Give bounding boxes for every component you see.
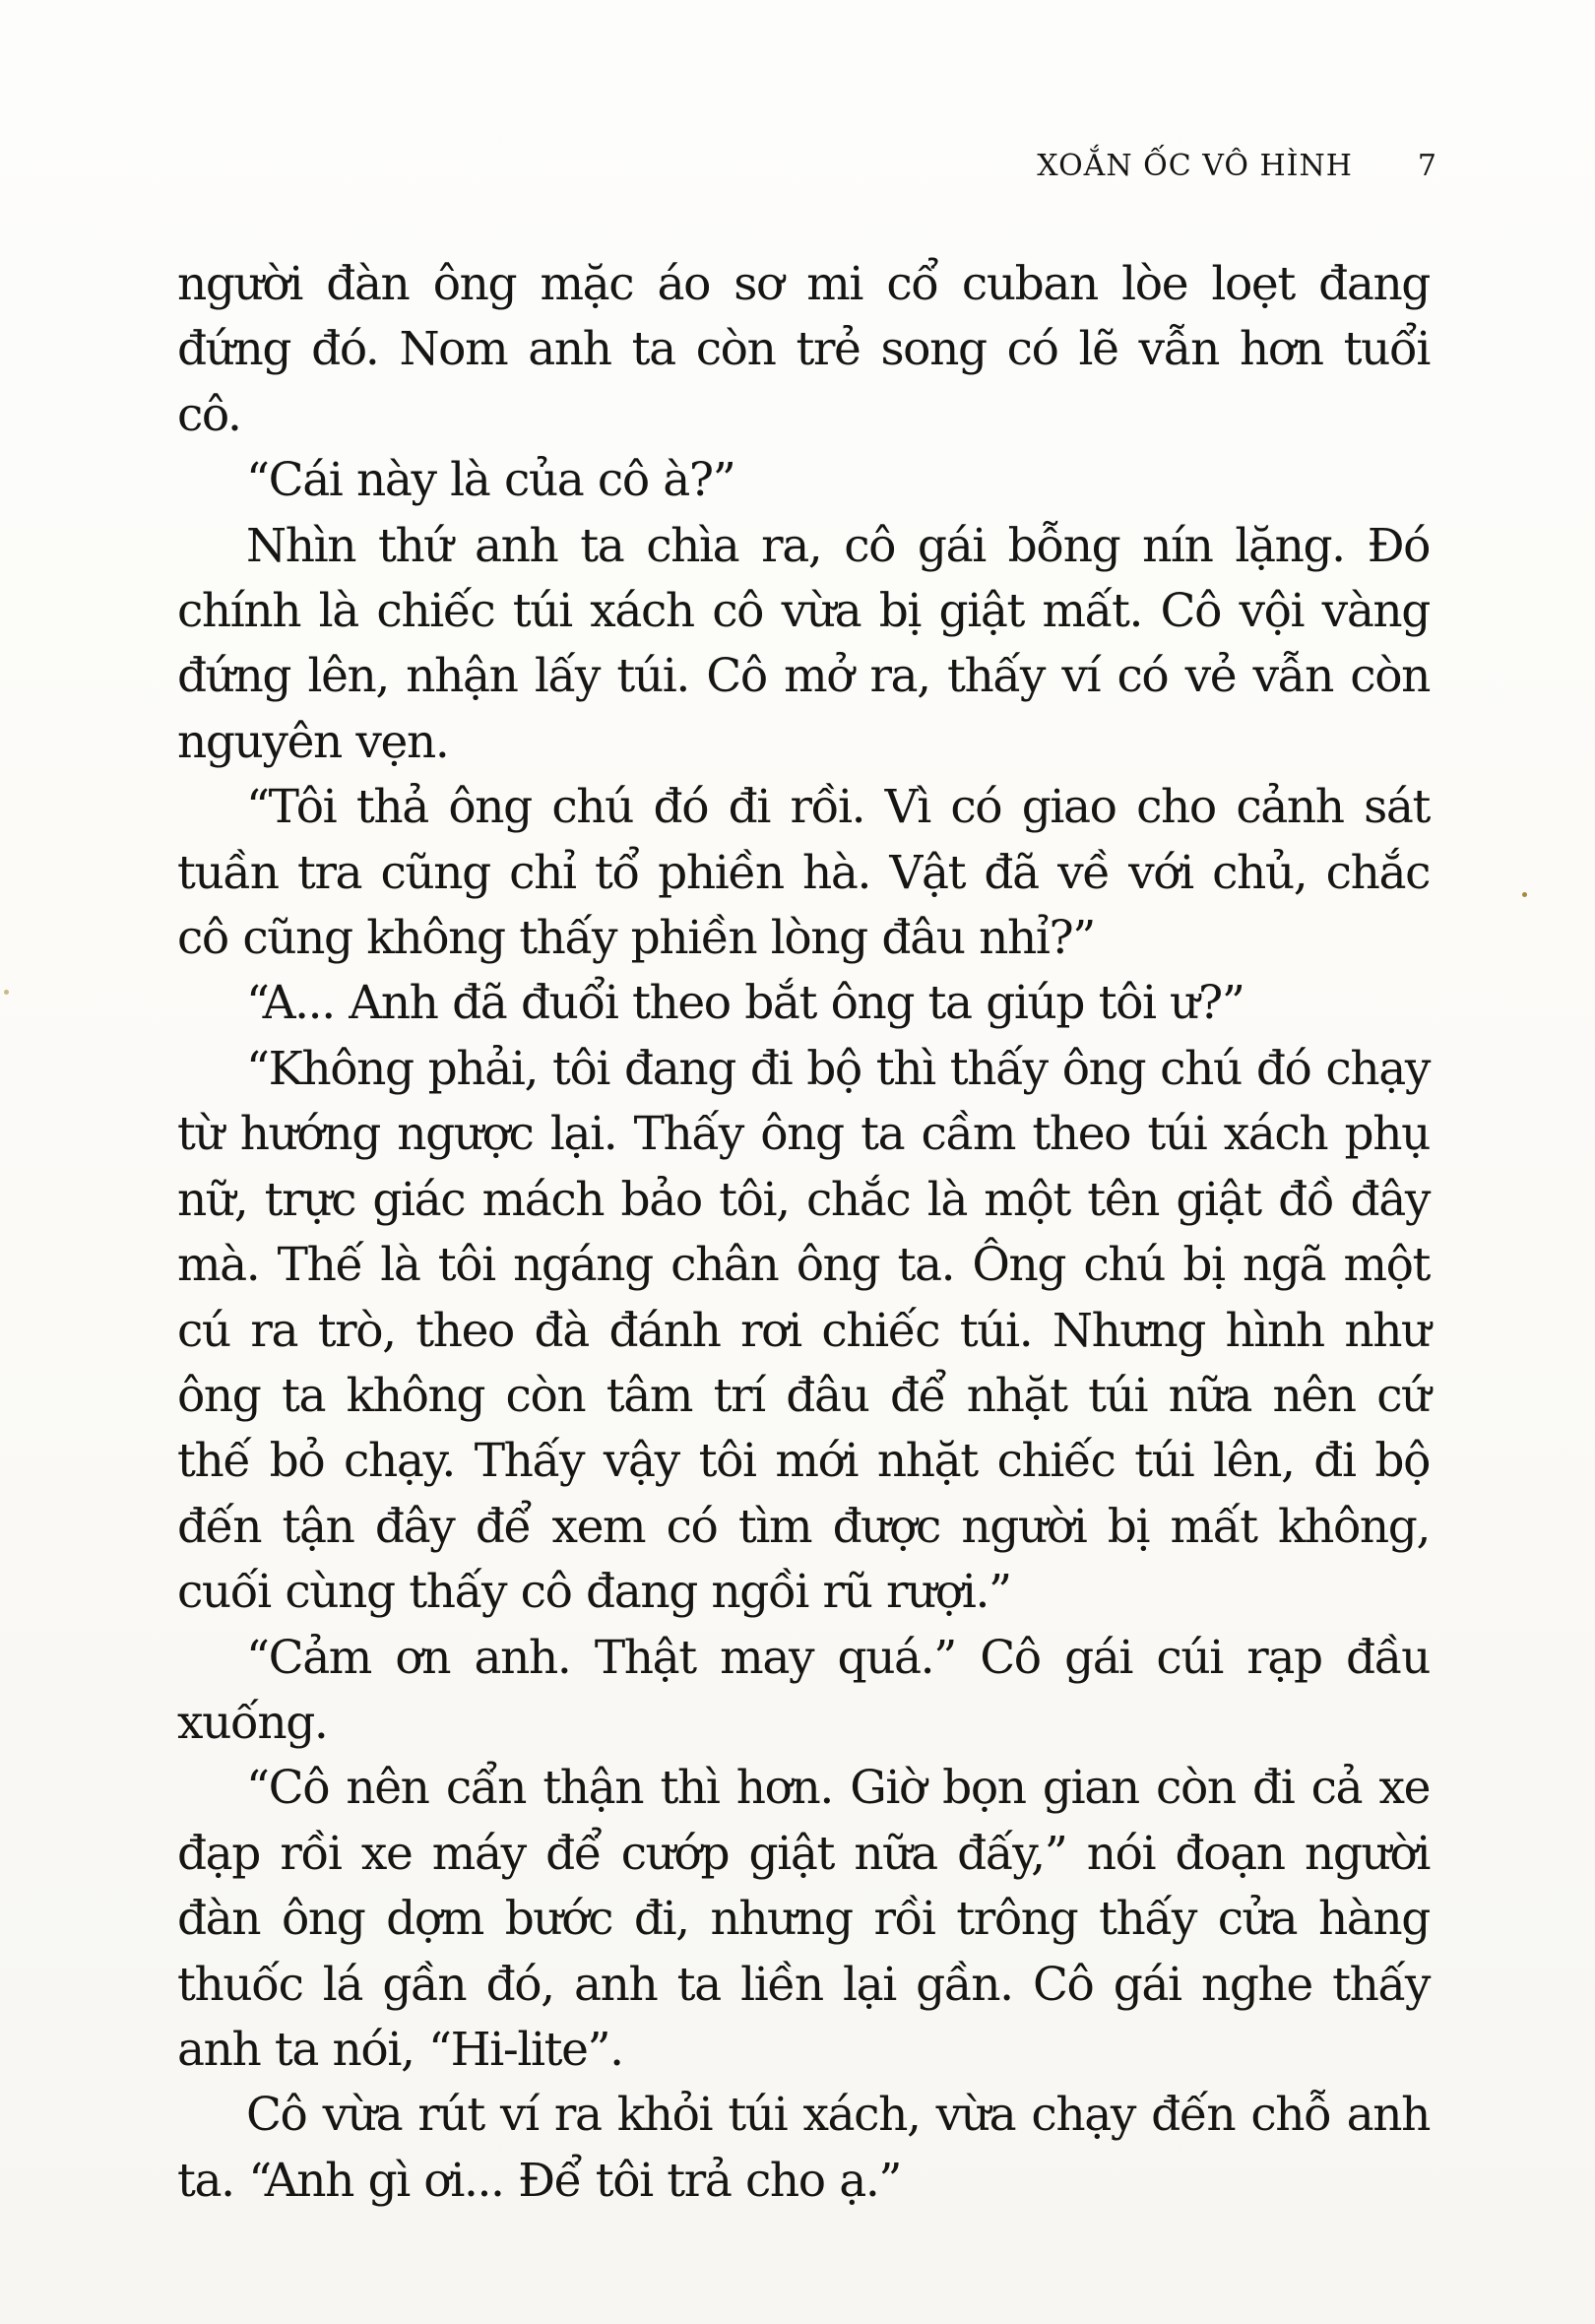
paper-speck <box>4 990 9 995</box>
paragraph: “Cảm ơn anh. Thật may quá.” Cô gái cúi rạp đầu xuống. <box>177 1630 1430 1750</box>
paper-speck <box>1522 892 1527 897</box>
book-title: XOẮN ỐC VÔ HÌNH <box>1037 148 1353 183</box>
paragraph: “Không phải, tôi đang đi bộ thì thấy ông chú đó chạy từ hướng ngược lại. Thấy ông ta cầm theo túi xách phụ nữ, trực giác mách bảo tôi, chắc là một tên giật đồ đây mà. Thế là tôi ngáng chân ông ta. Ông chú bị ngã một cú ra trò, theo đà đánh rơi chiếc túi. Nhưng hình như ông ta không còn tâm trí đâu để nhặt túi nữa nên cứ thế bỏ chạy. Thấy vậy tôi mới nhặt chiếc túi lên, đi bộ đến tận đây để xem có tìm được người bị mất không, cuối cùng thấy cô đang ngồi rũ rượi.” <box>177 1041 1430 1620</box>
body-text <box>177 252 1430 2214</box>
running-header <box>985 146 1437 185</box>
paragraph: Nhìn thứ anh ta chìa ra, cô gái bỗng nín lặng. Đó chính là chiếc túi xách cô vừa bị giật mất. Cô vội vàng đứng lên, nhận lấy túi. Cô mở ra, thấy ví có vẻ vẫn còn nguyên vẹn. <box>177 518 1430 769</box>
page-number: 7 <box>1417 148 1437 183</box>
paragraph: “Cái này là của cô à?” <box>246 453 735 508</box>
paragraph: “Tôi thả ông chú đó đi rồi. Vì có giao cho cảnh sát tuần tra cũng chỉ tổ phiền hà. Vật đã về với chủ, chắc cô cũng không thấy phiền lòng đâu nhỉ?” <box>177 780 1430 966</box>
paragraph: “A... Anh đã đuổi theo bắt ông ta giúp tôi ư?” <box>246 976 1244 1031</box>
paragraph: người đàn ông mặc áo sơ mi cổ cuban lòe loẹt đang đứng đó. Nom anh ta còn trẻ song có lẽ vẫn hơn tuổi cô. <box>177 257 1430 442</box>
paragraph: Cô vừa rút ví ra khỏi túi xách, vừa chạy đến chỗ anh ta. “Anh gì ơi... Để tôi trả cho ạ.” <box>177 2088 1430 2208</box>
paragraph: “Cô nên cẩn thận thì hơn. Giờ bọn gian còn đi cả xe đạp rồi xe máy để cướp giật nữa đấy,” nói đoạn người đàn ông dợm bước đi, nhưng rồi trông thấy cửa hàng thuốc lá gần đó, anh ta liền lại gần. Cô gái nghe thấy anh ta nói, “Hi-lite”. <box>177 1761 1430 2077</box>
